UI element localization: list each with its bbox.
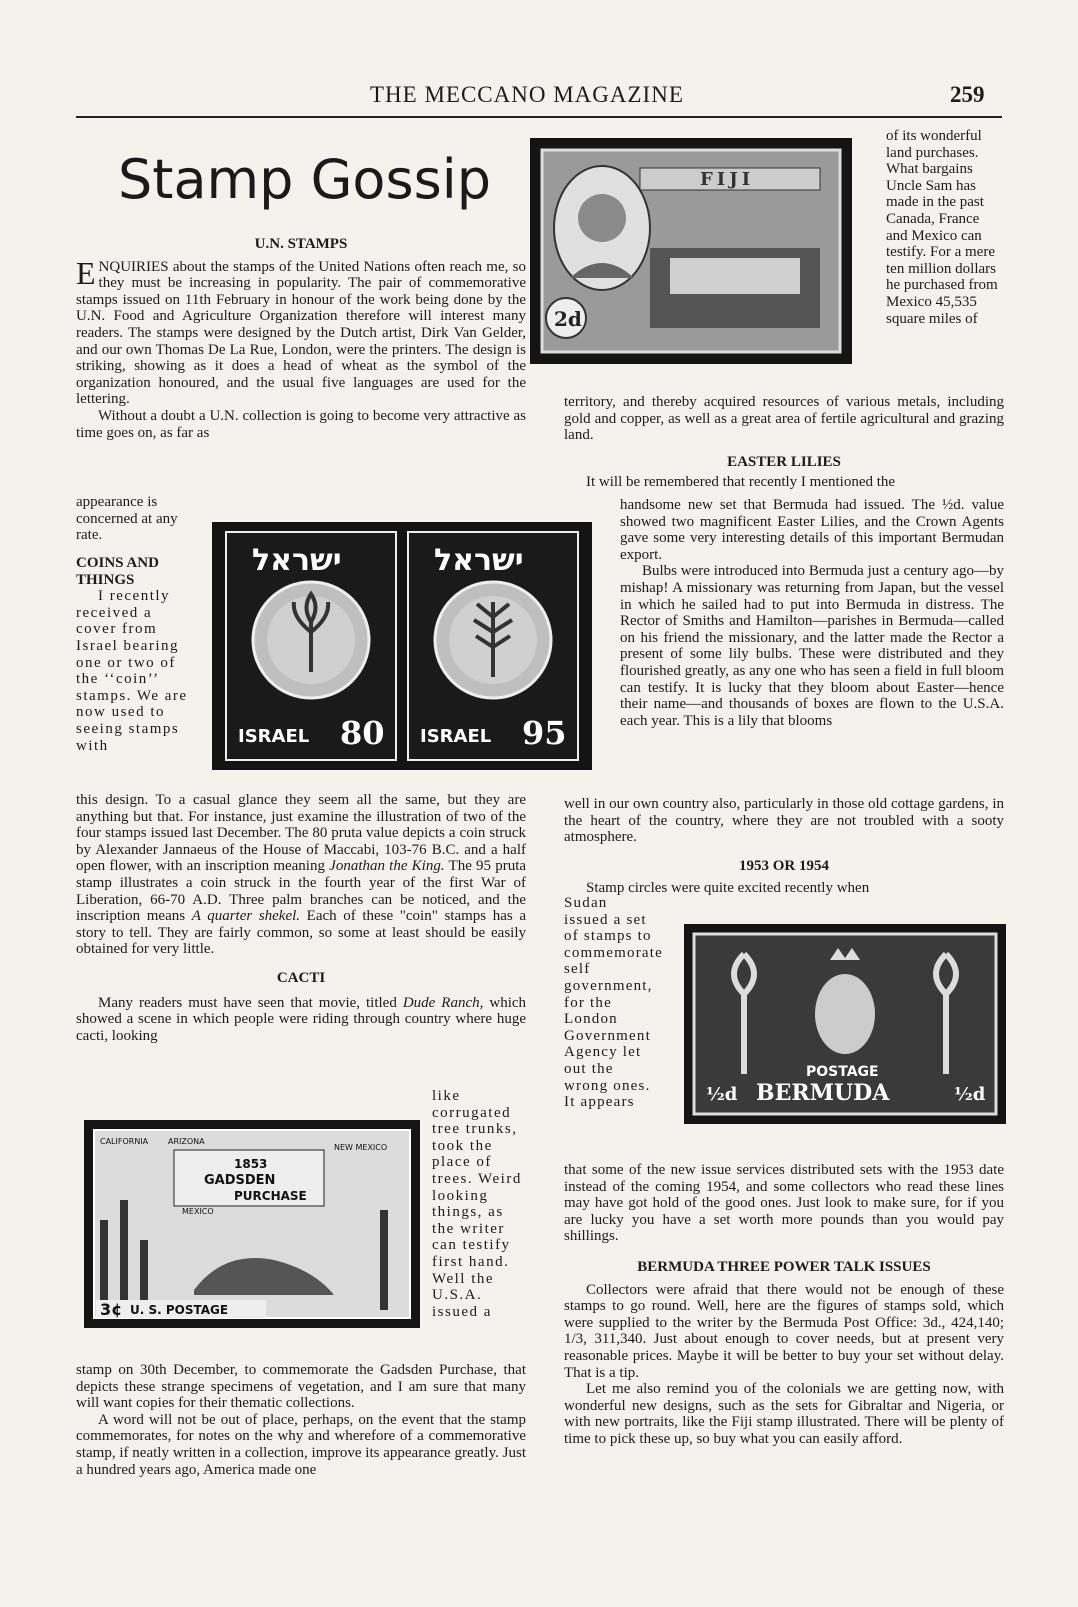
usa-stamp-svg [84,1120,420,1328]
un-section [76,236,526,441]
israel-country-2: ISRAEL [420,726,492,747]
un-heading: U.N. STAMPS [254,236,348,252]
page-number: 259 [950,82,985,107]
israel-hebrew-2: ישראל [434,543,524,578]
bermuda-paragraph-1: Collectors were afraid that there would not be enough of these stamps to go round. Well, here are the figures of stamps sold, which were supplied to the writer by the Bermuda Post Office: 3d., 424,140; 1/3, 311,340. Just about enough to cover needs, but at present very reasonable prices. Maybe it will be better to buy your set without delay. That is a tip. [564,1281,1004,1381]
easter-paragraph-2a: Bulbs were introduced into Bermuda just a century ago—by mishap! A missionary was returning from Japan, but the vessel in which he sailed had to put into Bermuda in distress. The Rector of Smiths and Hamilton—parishes in Bermuda—called on his friend the missionary, and the latter made the Rector a present of some lily bulbs. These were distributed and they flourished greatly, as any one who has seen a field in full bloom can testify. It is lucky that they bloom about Easter—hence their name—and thousands of boxes are flown to the U.S.A. each year. This is a lily that blooms [620,563,1004,729]
easter-paragraph-1b: handsome new set that Bermuda had issued. The ½d. value showed two magnificent Easter Lilies, and the Crown Agents gave some very interesting details of this important Bermudan export. [620,497,1004,563]
right-column-3 [564,1162,1004,1448]
y1953-paragraph-1c: that some of the new issue services distributed sets with the 1953 date instead of the coming 1954, and some collectors who read these lines may have got hold of the good ones. Just look to make sure, for if you are lucky you have a set worth more pounds than you would pay shillings. [564,1162,1004,1245]
fiji-paragraph-1b: territory, and thereby acquired resources of various metals, including gold and copper, as well as a great area of fertile agricultural and grazing land. [564,394,1004,444]
coins-narrow [76,555,188,754]
coins-continued [76,792,526,1044]
easter-indented [620,497,1004,729]
un-paragraph-1: ENQUIRIES about the stamps of the United Nations often reach me, so they must be increasing in popularity. The pair of commemorative stamps issued on 11th February in honour of the work being done by the U.N. Food and Agriculture Organization therefore will interest many readers. The stamps were designed by the Dutch artist, Dirk Van Gelder, and our own Thomas De La Rue, London, were the printers. The design is striking, showing as it does a head of wheat as the symbol of the organization honoured, and the usual five languages are used for the lettering. [76,254,526,408]
right-column-2 [564,796,1004,897]
y1953-paragraph-1a: Stamp circles were quite excited recently when [586,880,870,897]
cacti-paragraph-2: A word will not be out of place, perhaps, on the event that the stamp commemorates, for notes on the why and wherefore of a commemorative stamp, if neatly written in a collection, improve its appearance greatly. Just a hundred years ago, America made one [76,1411,526,1478]
easter-paragraph-2b: well in our own country also, particularly in those old cottage gardens, in the heart of the country, where they are not troubled with a sooty atmosphere. [564,796,1004,846]
bermuda-heading: BERMUDA THREE POWER TALK ISSUES [637,1258,931,1275]
coins-paragraph-1b: this design. To a casual glance they seem all the same, but they are anything but that. For instance, just examine the illustration of two of the four stamps issued last December. The 80 pruta value depicts a coin struck by Alexander Jannaeus of the House of Maccabi, 103-76 B.C. and a half open flower, with an inscription meaning Jonathan the King. The 95 pruta stamp illustrates a coin struck in the fourth year of the first War of Liberation, 66-70 A.D. Three palm branches can be noticed, and the inscription means A quarter shekel. Each of these "coin" stamps has a story to tell. They are fairly common, so some at least should be easily obtained for very little. [76,792,527,958]
fiji-stamp-value: 2d [554,307,582,331]
israel-stamps-svg [212,522,592,770]
magazine-title: THE MECCANO MAGAZINE [370,82,684,107]
bermuda-stamp-postage: POSTAGE [806,1064,879,1080]
easter-heading: EASTER LILIES [727,453,841,470]
israel-hebrew-1: ישראל [252,543,342,578]
bermuda-stamp-svg [684,924,1006,1124]
usa-stamp-label-gadsden: GADSDEN [204,1173,276,1188]
y1953-paragraph-1b: Sudan issued a set of stamps to commemorate self government, for the London Government Agency let out the wrong ones. It appears [564,895,663,1111]
un-paragraph-2b: appearance is concerned at any rate. [76,494,178,544]
usa-stamp-state-4: MEXICO [182,1207,214,1216]
usa-gadsden-stamp-image [84,1120,420,1328]
cacti-continued [76,1362,526,1478]
usa-stamp-value: 3¢ [100,1300,123,1319]
usa-stamp-state-3: NEW MEXICO [334,1143,388,1152]
usa-stamp-state-2: ARIZONA [168,1137,205,1146]
cacti-paragraph-1d: like corrugated tree trunks, took the place of trees. Weird looking things, as the writer can testify first hand. Well the U.S.A. issued a [432,1088,522,1320]
usa-stamp-postage: U. S. POSTAGE [130,1303,229,1317]
easter-paragraph-1a: It will be remembered that recently I mentioned the [586,474,896,491]
fiji-paragraph-1a: of its wonderful land purchases. What bargains Uncle Sam has made in the past Canada, France and Mexico can testify. For a mere ten million dollars he purchased from Mexico 45,535 square miles of [886,128,998,327]
bermuda-stamp-value-right: ½d [954,1084,986,1105]
israel-stamps-image [212,522,592,770]
cacti-heading: CACTI [276,969,326,986]
cacti-paragraph-1e: stamp on 30th December, to commemorate the Gadsden Purchase, that depicts these strange specimens of vegetation, and I am sure that many will want copies for their thematic collections. [76,1362,526,1412]
fiji-stamp-svg [530,138,852,364]
right-column-1 [564,394,1004,491]
bermuda-stamp-country: BERMUDA [756,1080,890,1106]
usa-stamp-year: 1853 [234,1157,268,1171]
fiji-stamp-country: FIJI [700,169,755,190]
header-rule [76,116,1002,118]
usa-stamp-label-purchase: PURCHASE [234,1189,307,1203]
article-title: Stamp Gossip [118,148,492,211]
fiji-stamp-image [530,138,852,364]
un-paragraph-2a: Without a doubt a U.N. collection is going to become very attractive as time goes on, as far as [76,407,526,441]
usa-stamp-state-1: CALIFORNIA [100,1137,149,1146]
bermuda-stamp-value-left: ½d [706,1084,738,1105]
israel-country-1: ISRAEL [238,726,310,747]
coins-paragraph-1a: I recently received a cover from Israel bearing one or two of the ‘‘coin’’ stamps. We are now used to seeing stamps with [76,588,188,754]
israel-value-1: 80 [340,714,385,752]
israel-value-2: 95 [522,714,567,752]
bermuda-paragraph-2: Let me also remind you of the colonials we are getting now, with wonderful new designs, such as the sets for Gibraltar and Nigeria, or with new portraits, like the Fiji stamp illustrated. There will be plenty of time to pick these up, so buy what you can easily afford. [564,1381,1004,1447]
bermuda-stamp-image [684,924,1006,1124]
y1953-heading: 1953 OR 1954 [739,857,829,874]
coins-heading: COINS AND THINGS [76,555,159,588]
cacti-paragraph-1a: Many readers must have seen that movie, titled Dude Ranch, which showed a scene in which people were riding through country where huge cacti, looking [76,994,527,1044]
